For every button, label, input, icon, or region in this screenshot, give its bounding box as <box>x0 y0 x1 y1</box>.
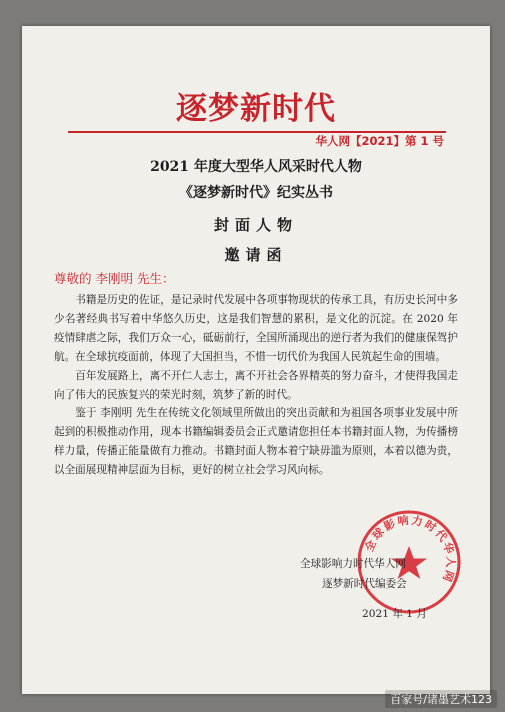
invitation-letter <box>22 26 490 694</box>
paragraph: 书籍是历史的佐证，是记录时代发展中各项事物现状的传承工具，有历史长河中多少名著经典书写着中华悠久历史，这是我们智慧的累积，是文化的沉淀。在 2020 年疫情肆虐之际，我们万众一心，砥砺前行，全国所涌现出的逆行者为我们的健康保驾护航。在全球抗疫面前，体现了大国担当，不惜一切代价为我国人民筑起生命的围墙。 <box>54 294 458 363</box>
paragraph: 百年发展路上，离不开仁人志士，离不开社会各界精英的努力奋斗，才使得我国走向了伟大的民族复兴的荣光时刻，筑梦了新的时代。 <box>54 369 458 401</box>
source-watermark: 百家号/诸墨艺术123 <box>385 690 497 708</box>
signature-organization: 全球影响力时代华人网 <box>300 558 406 570</box>
salutation: 尊敬的 李刚明 先生： <box>54 271 175 286</box>
masthead-title: 逐梦新时代 <box>176 91 336 127</box>
svg-text:全球影响力时代华人网: 全球影响力时代华人网 <box>362 513 458 586</box>
document-number: 华人网【2021】第 1 号 <box>315 134 444 148</box>
title-line-1: 2021 年度大型华人风采时代人物 <box>150 159 362 175</box>
title-line-2: 《逐梦新时代》纪实丛书 <box>179 185 333 201</box>
title-line-4: 邀请函 <box>224 246 288 264</box>
letter-body <box>54 291 458 480</box>
title-line-3: 封面人物 <box>213 216 298 234</box>
signature-date: 2021 年 1 月 <box>362 608 427 620</box>
signature-committee: 逐梦新时代编委会 <box>322 578 407 590</box>
paragraph: 鉴于 李刚明 先生在传统文化领域里所做出的突出贡献和为祖国各项事业发展中所起到的积极推动作用，现本书籍编辑委员会正式邀请您担任本书籍封面人物，为传播榜样力量，传播正能量做有力推动。书籍封面人物本着宁缺毋滥为原则，本着以德为贵，以全面展现精神层面为目标，更好的树立社会学习风向标。 <box>54 407 458 477</box>
